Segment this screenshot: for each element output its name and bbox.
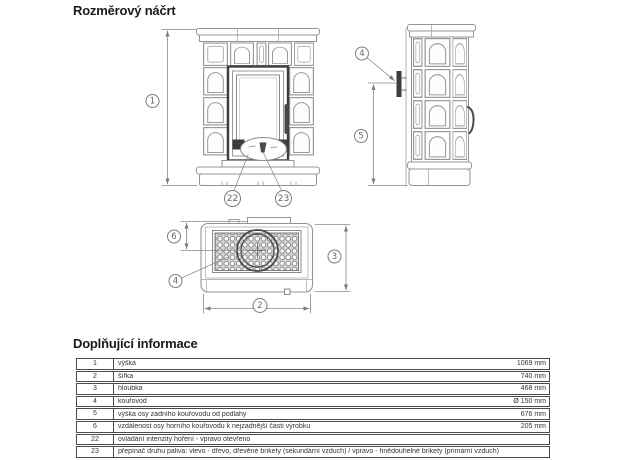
dimension-height [162, 30, 199, 186]
top-grille [215, 233, 299, 271]
top-view [168, 218, 351, 314]
drawing-section-title: Rozměrový náčrt [73, 3, 176, 18]
row-number: 4 [77, 397, 114, 407]
row-description: kouřovod [118, 398, 147, 406]
side-base [409, 169, 470, 186]
row-value: 468 mm [520, 385, 546, 393]
front-tile-arch [290, 98, 314, 125]
top-control-tab [285, 289, 291, 295]
row-number: 5 [77, 409, 114, 419]
callout-4-flue-top [169, 275, 182, 288]
dimension-flue-height [368, 83, 407, 186]
table-row [76, 358, 550, 370]
front-tile-slim [257, 43, 266, 65]
door-handle [285, 104, 289, 134]
row-value: 1069 mm [516, 360, 546, 368]
front-tile-arch [290, 68, 314, 95]
front-tile-arch [204, 128, 228, 155]
side-crown-band [410, 31, 474, 37]
table-row [76, 408, 550, 420]
table-row [76, 383, 550, 395]
row-value: 740 mm [520, 372, 546, 380]
row-description: vzdálenost osy horního kouřovodu k nejzadnější části výrobku [118, 423, 311, 431]
callout-6-label: 6 [171, 232, 177, 242]
callout-23-fuel-switch [276, 191, 292, 207]
row-description: přepínač druhu paliva: vlevo - dřevo, dřevěné brikety (sekundární vzduch) / vpravo - hnědouhelné brikety (primární vzduch) [118, 448, 499, 456]
front-tile [295, 43, 314, 65]
callout-2-label: 2 [257, 301, 263, 311]
side-base-molding [408, 162, 472, 169]
table-row [76, 371, 550, 383]
front-sill [222, 161, 294, 168]
row-number: 6 [77, 422, 114, 432]
callout-3-label: 3 [331, 252, 338, 262]
front-tile-arch [204, 68, 228, 95]
info-table [76, 358, 550, 459]
door-glass [237, 75, 280, 147]
row-description: výška [118, 360, 136, 368]
row-value: 676 mm [520, 410, 546, 418]
callout-4-flue-side [356, 47, 369, 60]
front-view [146, 29, 320, 207]
row-value: Ø 150 mm [513, 398, 546, 406]
row-number: 1 [77, 359, 114, 369]
table-row [76, 434, 550, 446]
row-number: 22 [77, 435, 114, 445]
callout-5-label: 5 [358, 131, 364, 142]
row-value: 205 mm [520, 423, 546, 431]
front-crown [197, 29, 320, 36]
front-tile-arch [231, 43, 254, 65]
callout-1-height [146, 95, 159, 108]
callout-23-label: 23 [277, 194, 290, 204]
front-tile-arch [290, 128, 314, 155]
flue-outlet [397, 71, 402, 97]
callout-4-leader [368, 58, 395, 81]
callout-4-label: 4 [359, 49, 365, 59]
side-view [355, 25, 476, 187]
info-section-title: Doplňující informace [73, 336, 198, 351]
row-number: 2 [77, 372, 114, 382]
front-tile-arch [269, 43, 292, 65]
callout-2-width [253, 299, 267, 313]
callout-22-burn-intensity [225, 191, 241, 207]
callout-5-flue-rear-height [355, 130, 368, 143]
row-description: hloubka [118, 385, 143, 393]
front-crown-band [200, 35, 317, 42]
front-base-molding [197, 167, 320, 174]
row-description: ovládání intenzity hoření - vpravo otevřeno [118, 435, 251, 443]
side-crown [408, 25, 476, 32]
callout-22-label: 22 [226, 194, 239, 204]
table-row [76, 446, 550, 458]
row-number: 23 [77, 447, 114, 457]
row-description: výška osy zadního kouřovodu od podlahy [118, 410, 247, 418]
front-tile [204, 43, 228, 65]
table-row [76, 396, 550, 408]
callout-1-label: 1 [149, 96, 156, 107]
front-tile-arch [204, 98, 228, 125]
table-row [76, 421, 550, 433]
callout-6-flue-distance [168, 230, 181, 243]
callout-3-depth [328, 250, 341, 263]
row-description: šířka [118, 372, 134, 380]
callout-4-top-label: 4 [172, 276, 179, 287]
row-number: 3 [77, 384, 114, 394]
